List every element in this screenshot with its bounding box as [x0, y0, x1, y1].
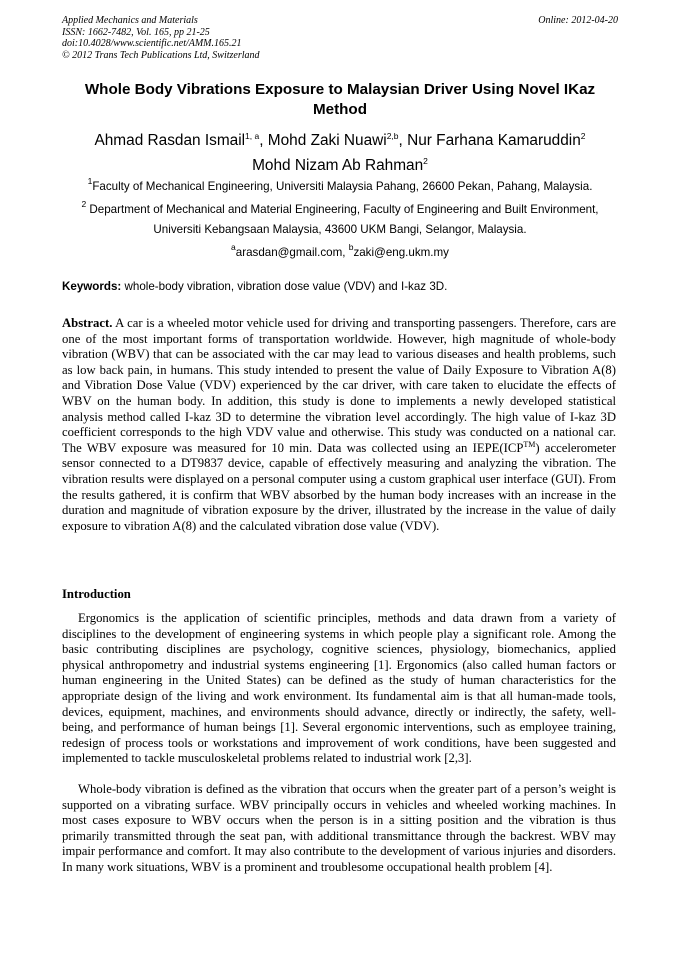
affiliation-text: Department of Mechanical and Material Engineering, Faculty of Engineering and Built Environment, Universiti Kebangsaan Malaysia, 43600 UKM Bangi, Selangor, Malaysia.	[86, 203, 599, 236]
body-paragraph: Ergonomics is the application of scientific principles, methods and data drawn from a variety of disciplines to the development of engineering systems in which people play a significant role. Among the basic contributing disciplines are psychology, cognitive sciences, physiology, biomechanics, applied physical anthropometry and industrial systems engineering [1]. Ergonomics (also called human factors or human engineering in the United States) can be defined as the study of human characteristics for the appropriate design of the living and work environment. Its fundamental aim is that all human-made tools, devices, equipment, machines, and environments should advance, directly or indirectly, the safety, well-being, and performance of human beings [1]. Several ergonomic interventions, such as employee training, redesign of process tools or workstations and improvement of work conditions, have been suggested and implemented to tackle musculoskeletal problems related to industrial work [2,3].	[62, 611, 616, 766]
author-separator: ,	[259, 132, 268, 149]
affiliation-2	[62, 200, 618, 240]
author-superscript: 2	[423, 156, 428, 166]
keywords	[62, 279, 618, 295]
author-superscript: 2	[580, 131, 586, 141]
journal-header	[62, 15, 618, 61]
email-text: zaki@eng.ukm.my	[353, 246, 449, 259]
body-paragraph: Whole-body vibration is defined as the vibration that occurs when the greater part of a person’s weight is supported on a vibrating surface. WBV principally occurs in vehicles and wheeled working machines. In most cases exposure to WBV occurs when the person is in a sitting position and the vibration is thus primarily transmitted through the seat pan, with additional transmittance through the backrest. WBV may impair performance and comfort. It may also contribute to the development of various injuries and disorders. In many work situations, WBV is a prominent and troublesome occupational health problem [4].	[62, 782, 616, 874]
author-name: Mohd Nizam Ab Rahman	[252, 157, 424, 174]
issn-line: ISSN: 1662-7482, Vol. 165, pp 21-25	[62, 26, 210, 38]
keywords-label: Keywords:	[62, 280, 122, 293]
author-name: Nur Farhana Kamaruddin	[407, 132, 581, 149]
affiliation-superscript: 1	[87, 176, 93, 186]
author-superscript: 2,b	[386, 131, 399, 141]
journal-name: Applied Mechanics and Materials	[62, 15, 198, 26]
keywords-text: whole-body vibration, vibration dose value (VDV) and I-kaz 3D.	[121, 280, 448, 293]
trademark-superscript: TM	[523, 439, 536, 449]
author-emails	[62, 243, 618, 263]
affiliation-text: Faculty of Mechanical Engineering, Universiti Malaysia Pahang, 26600 Pekan, Pahang, Malaysia.	[92, 180, 593, 193]
section-heading: Introduction	[62, 587, 131, 601]
author-separator: ,	[398, 132, 408, 149]
email-superscript: a	[231, 242, 236, 252]
author-list	[62, 128, 618, 178]
online-date: Online: 2012-04-20	[538, 15, 618, 26]
author-name: Ahmad Rasdan Ismail	[94, 132, 246, 149]
affiliation-1	[62, 177, 618, 197]
copyright-line: © 2012 Trans Tech Publications Ltd, Switzerland	[62, 49, 260, 61]
abstract-text: A car is a wheeled motor vehicle used for driving and transporting passengers. Therefore, cars are one of the most important forms of transportation worldwide. However, high magnitude of whole-body vibration (WBV) that can be associated with the car may lead to various diseases and health problems, such as low back pain, in humans. This study intended to present the value of Daily Exposure to Vibration A(8) and Vibration Dose Value (VDV) experienced by the car driver, with care taken to elucidate the effects of WBV on the human body. In addition, this study is done to implements a newly developed statistical analysis method called I-kaz 3D to determine the vibration level accordingly. The high value of I-kaz 3D coefficient corresponds to the high VDV value and otherwise. This study was conducted on a national car. The WBV exposure was measured for 10 min. Data was collected using an IEPE(ICP	[62, 316, 616, 455]
abstract-label: Abstract.	[62, 316, 113, 330]
email-superscript: b	[348, 242, 354, 252]
email-text: arasdan@gmail.com,	[235, 246, 349, 259]
author-name: Mohd Zaki Nuawi	[267, 132, 387, 149]
affiliation-superscript: 2	[81, 199, 87, 209]
author-superscript: 1, a	[245, 131, 260, 141]
paper-title: Whole Body Vibrations Exposure to Malaysian Driver Using Novel IKaz Method	[84, 81, 596, 118]
doi-line: doi:10.4028/www.scientific.net/AMM.165.21	[62, 38, 242, 49]
abstract-text: ) accelerometer sensor connected to a DT9837 device, capable of effectively measuring and analyzing the vibration. The vibration results were displayed on a personal computer using a custom graphical user interface (GUI). From the results gathered, it is confirm that WBV absorbed by the human body increases with an increase in the duration and magnitude of vibration exposure by the driver, illustrated by the increase in the value of daily exposure to vibration A(8) and the calculated vibration dose value (VDV).	[62, 440, 617, 533]
abstract	[62, 316, 616, 534]
